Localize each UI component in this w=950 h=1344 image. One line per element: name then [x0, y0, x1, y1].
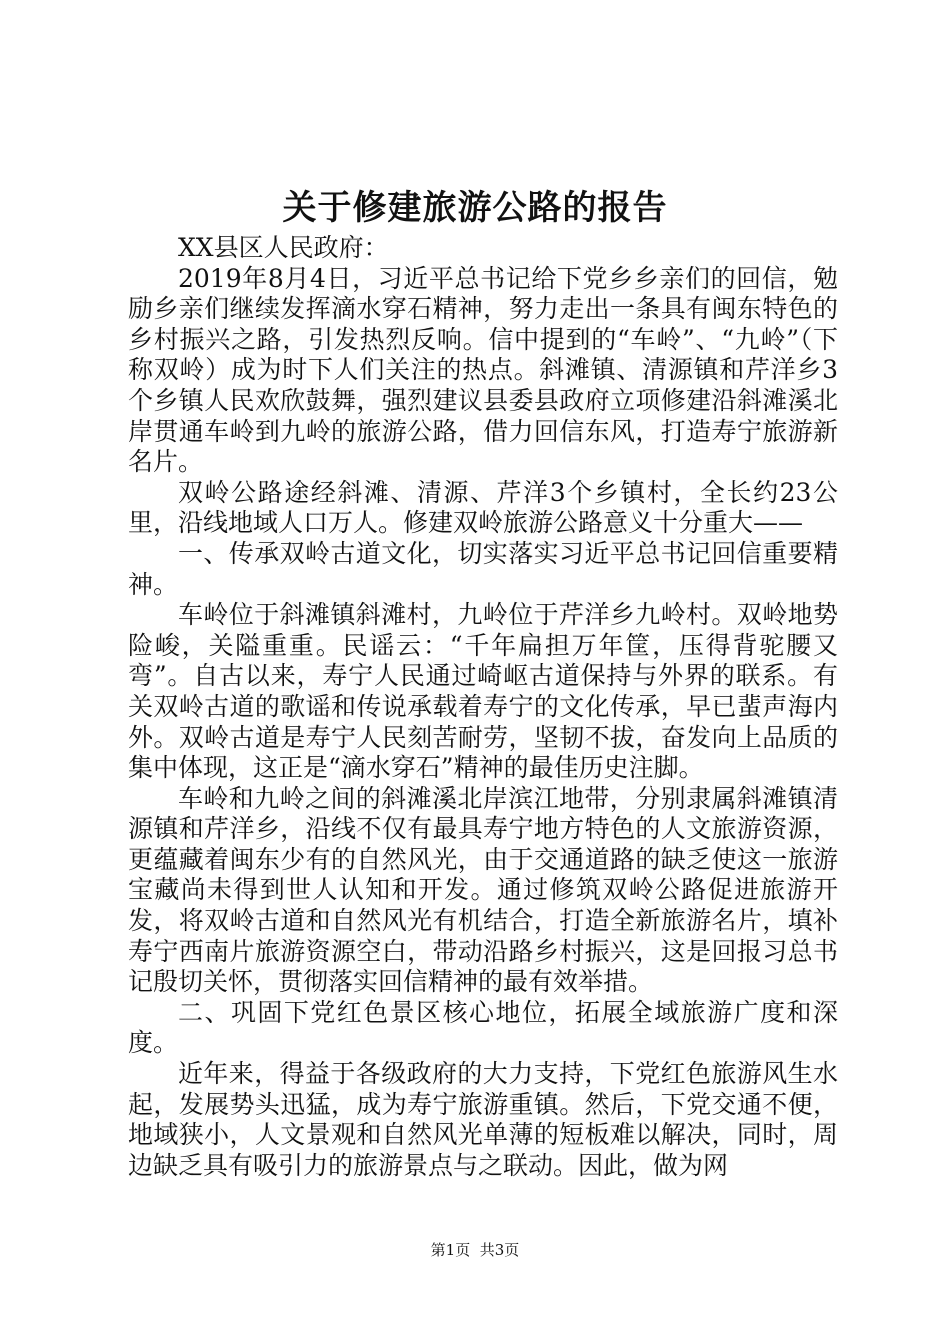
paragraph-tourism: 车岭和九岭之间的斜滩溪北岸滨江地带，分别隶属斜滩镇清源镇和芹洋乡，沿线不仅有最具寿宁地方特色的人文旅游资源，更蕴藏着闽东少有的自然风光，由于交通道路的缺乏使这一旅游宝藏尚未得到世人认知和开发。通过修筑双岭公路促进旅游开发，将双岭古道和自然风光有机结合，打造全新旅游名片，填补寿宁西南片旅游资源空白，带动沿路乡村振兴，这是回报习总书记殷切关怀，贯彻落实回信精神的最有效举措。	[128, 783, 838, 997]
section-heading-one: 一、传承双岭古道文化，切实落实习近平总书记回信重要精神。	[128, 538, 838, 599]
salutation: XX县区人民政府：	[178, 233, 389, 262]
page-number: 第1页	[430, 1241, 471, 1259]
page-total: 共3页	[479, 1241, 520, 1259]
paragraph-route: 双岭公路途经斜滩、清源、芹洋3个乡镇村，全长约23公里，沿线地域人口万人。修建双岭旅游公路意义十分重大——	[128, 477, 838, 538]
document-body	[128, 233, 838, 1181]
paragraph-history: 车岭位于斜滩镇斜滩村，九岭位于芹洋乡九岭村。双岭地势险峻，关隘重重。民谣云：“千年扁担万年筐，压得背驼腰又弯”。自古以来，寿宁人民通过崎岖古道保持与外界的联系。有关双岭古道的歌谣和传说承载着寿宁的文化传承，早已蜚声海内外。双岭古道是寿宁人民刻苦耐劳，坚韧不拔，奋发向上品质的集中体现，这正是“滴水穿石”精神的最佳历史注脚。	[128, 600, 838, 783]
page-footer	[0, 1240, 950, 1260]
document-title: 关于修建旅游公路的报告	[282, 188, 668, 228]
paragraph-intro: 2019年8月4日，习近平总书记给下党乡乡亲们的回信，勉励乡亲们继续发挥滴水穿石精神，努力走出一条具有闽东特色的乡村振兴之路，引发热烈反响。信中提到的“车岭”、“九岭”（下称双岭）成为时下人们关注的热点。斜滩镇、清源镇和芹洋乡3个乡镇人民欢欣鼓舞，强烈建议县委县政府立项修建沿斜滩溪北岸贯通车岭到九岭的旅游公路，借力回信东风，打造寿宁旅游新名片。	[128, 263, 838, 477]
section-heading-two: 二、巩固下党红色景区核心地位，拓展全域旅游广度和深度。	[128, 997, 838, 1058]
paragraph-recent: 近年来，得益于各级政府的大力支持，下党红色旅游风生水起，发展势头迅猛，成为寿宁旅游重镇。然后，下党交通不便，地域狭小，人文景观和自然风光单薄的短板难以解决，同时，周边缺乏具有吸引力的旅游景点与之联动。因此，做为网	[128, 1059, 838, 1180]
